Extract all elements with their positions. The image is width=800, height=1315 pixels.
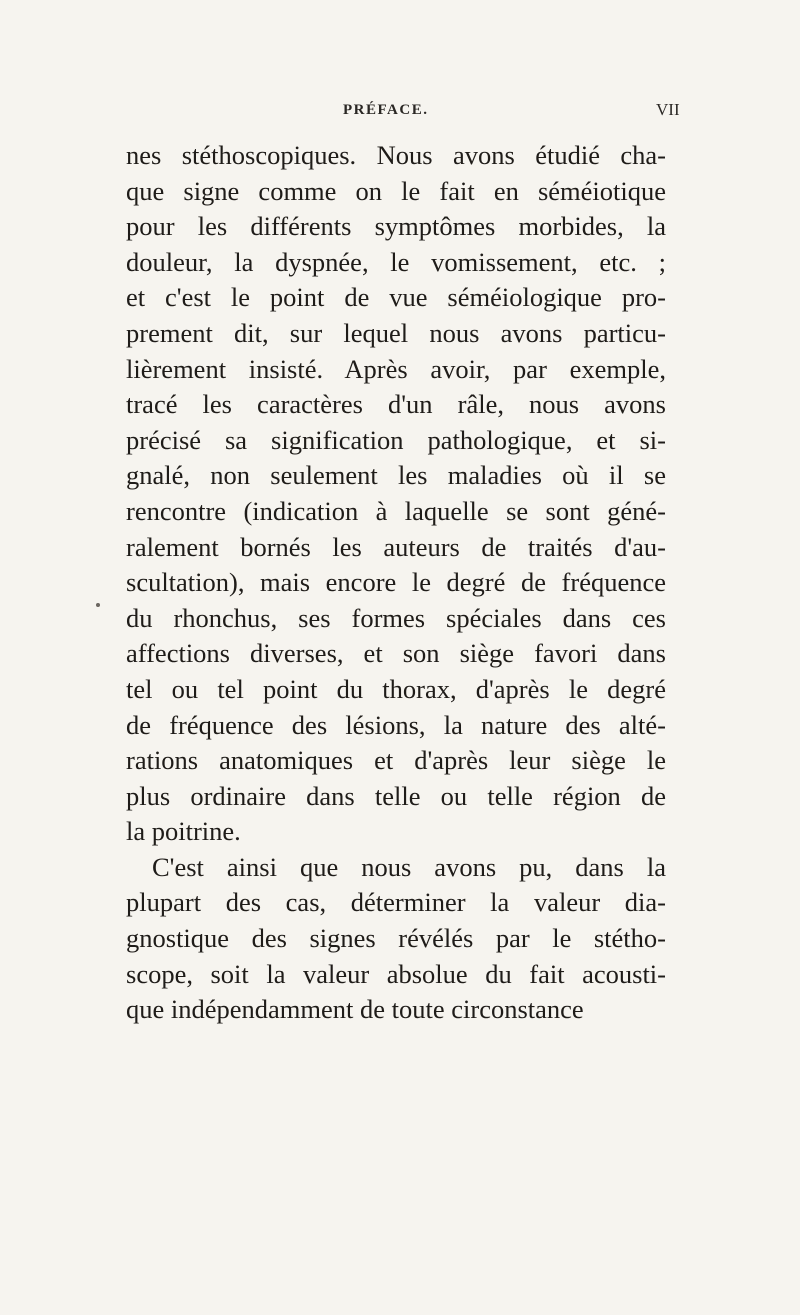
text-line: gnostique des signes révélés par le stétho- bbox=[126, 923, 666, 954]
text-line: et c'est le point de vue séméiologique pro- bbox=[126, 282, 666, 313]
text-line: que indépendamment de toute circonstance bbox=[126, 994, 584, 1025]
text-line: la poitrine. bbox=[126, 816, 241, 847]
text-line: prement dit, sur lequel nous avons particu- bbox=[126, 317, 666, 348]
text-line: que signe comme on le fait en séméiotique bbox=[126, 175, 666, 206]
text-line: ralement bornés les auteurs de traités d'au- bbox=[126, 531, 666, 562]
text-line: douleur, la dyspnée, le vomissement, etc. ; bbox=[126, 246, 666, 277]
text-line: nes stéthoscopiques. Nous avons étudié cha- bbox=[126, 140, 666, 170]
page-header bbox=[0, 100, 800, 130]
text-line: C'est ainsi que nous avons pu, dans la bbox=[152, 851, 666, 882]
text-line: affections diverses, et son siège favori dans bbox=[126, 638, 666, 669]
text-line: du rhonchus, ses formes spéciales dans ces bbox=[126, 602, 666, 633]
text-line: de fréquence des lésions, la nature des alté- bbox=[126, 709, 666, 740]
text-line: rations anatomiques et d'après leur siège le bbox=[126, 745, 666, 776]
text-line: pour les différents symptômes morbides, la bbox=[126, 211, 666, 242]
text-line: plupart des cas, déterminer la valeur dia- bbox=[126, 887, 666, 918]
text-line: précisé sa signification pathologique, et si- bbox=[126, 424, 666, 455]
text-line: plus ordinaire dans telle ou telle région de bbox=[126, 780, 666, 811]
text-line: scultation), mais encore le degré de fréquence bbox=[126, 567, 666, 598]
text-line: tel ou tel point du thorax, d'après le degré bbox=[126, 673, 666, 704]
text-line: rencontre (indication à laquelle se sont géné- bbox=[126, 495, 666, 526]
text-line: tracé les caractères d'un râle, nous avons bbox=[126, 389, 666, 420]
running-head: PRÉFACE. bbox=[343, 102, 429, 118]
margin-mark bbox=[96, 603, 100, 607]
text-line: lièrement insisté. Après avoir, par exemple, bbox=[126, 353, 666, 384]
text-line: scope, soit la valeur absolue du fait acousti- bbox=[126, 958, 666, 989]
page-number: VII bbox=[656, 100, 680, 119]
body-text bbox=[126, 138, 666, 1028]
text-line: gnalé, non seulement les maladies où il se bbox=[126, 460, 666, 491]
